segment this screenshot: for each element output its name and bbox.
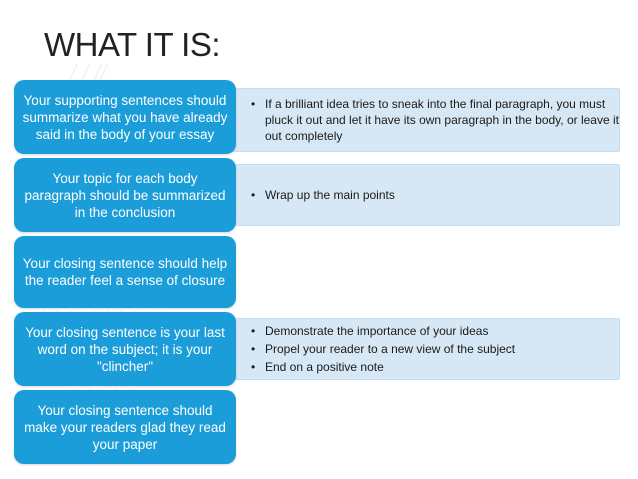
detail-box-1 <box>214 88 620 152</box>
point-label: Your closing sentence should help the reader feel a sense of closure <box>22 256 228 288</box>
bullet-item: • Demonstrate the importance of your ideas <box>251 323 515 339</box>
bullet-item: • If a brilliant idea tries to sneak into the final paragraph, you must pluck it out and let it have its own paragraph in the body, or leave it out completely <box>251 96 619 144</box>
background-decoration: / / // <box>70 60 107 85</box>
detail-box-2 <box>214 164 620 226</box>
point-box-2 <box>14 158 236 232</box>
point-label: Your supporting sentences should summarize what you have already said in the body of your essay <box>22 92 228 142</box>
point-label: Your closing sentence is your last word on the subject; it is your "clincher" <box>25 324 225 374</box>
point-label: Your closing sentence should make your readers glad they read your paper <box>24 402 226 452</box>
bullet-item: • Propel your reader to a new view of the subject <box>251 341 515 357</box>
bullet-list <box>251 323 515 375</box>
point-box-4 <box>14 312 236 386</box>
bullet-item: • Wrap up the main points <box>251 187 395 203</box>
bullet-list <box>251 187 395 203</box>
point-label: Your topic for each body paragraph should be summarized in the conclusion <box>24 170 226 220</box>
point-box-5 <box>14 390 236 464</box>
slide-title: WHAT IT IS: <box>44 26 221 63</box>
bullet-list <box>251 96 619 144</box>
detail-box-4 <box>214 318 620 380</box>
point-box-1 <box>14 80 236 154</box>
point-box-3 <box>14 236 236 308</box>
bullet-item: • End on a positive note <box>251 359 515 375</box>
